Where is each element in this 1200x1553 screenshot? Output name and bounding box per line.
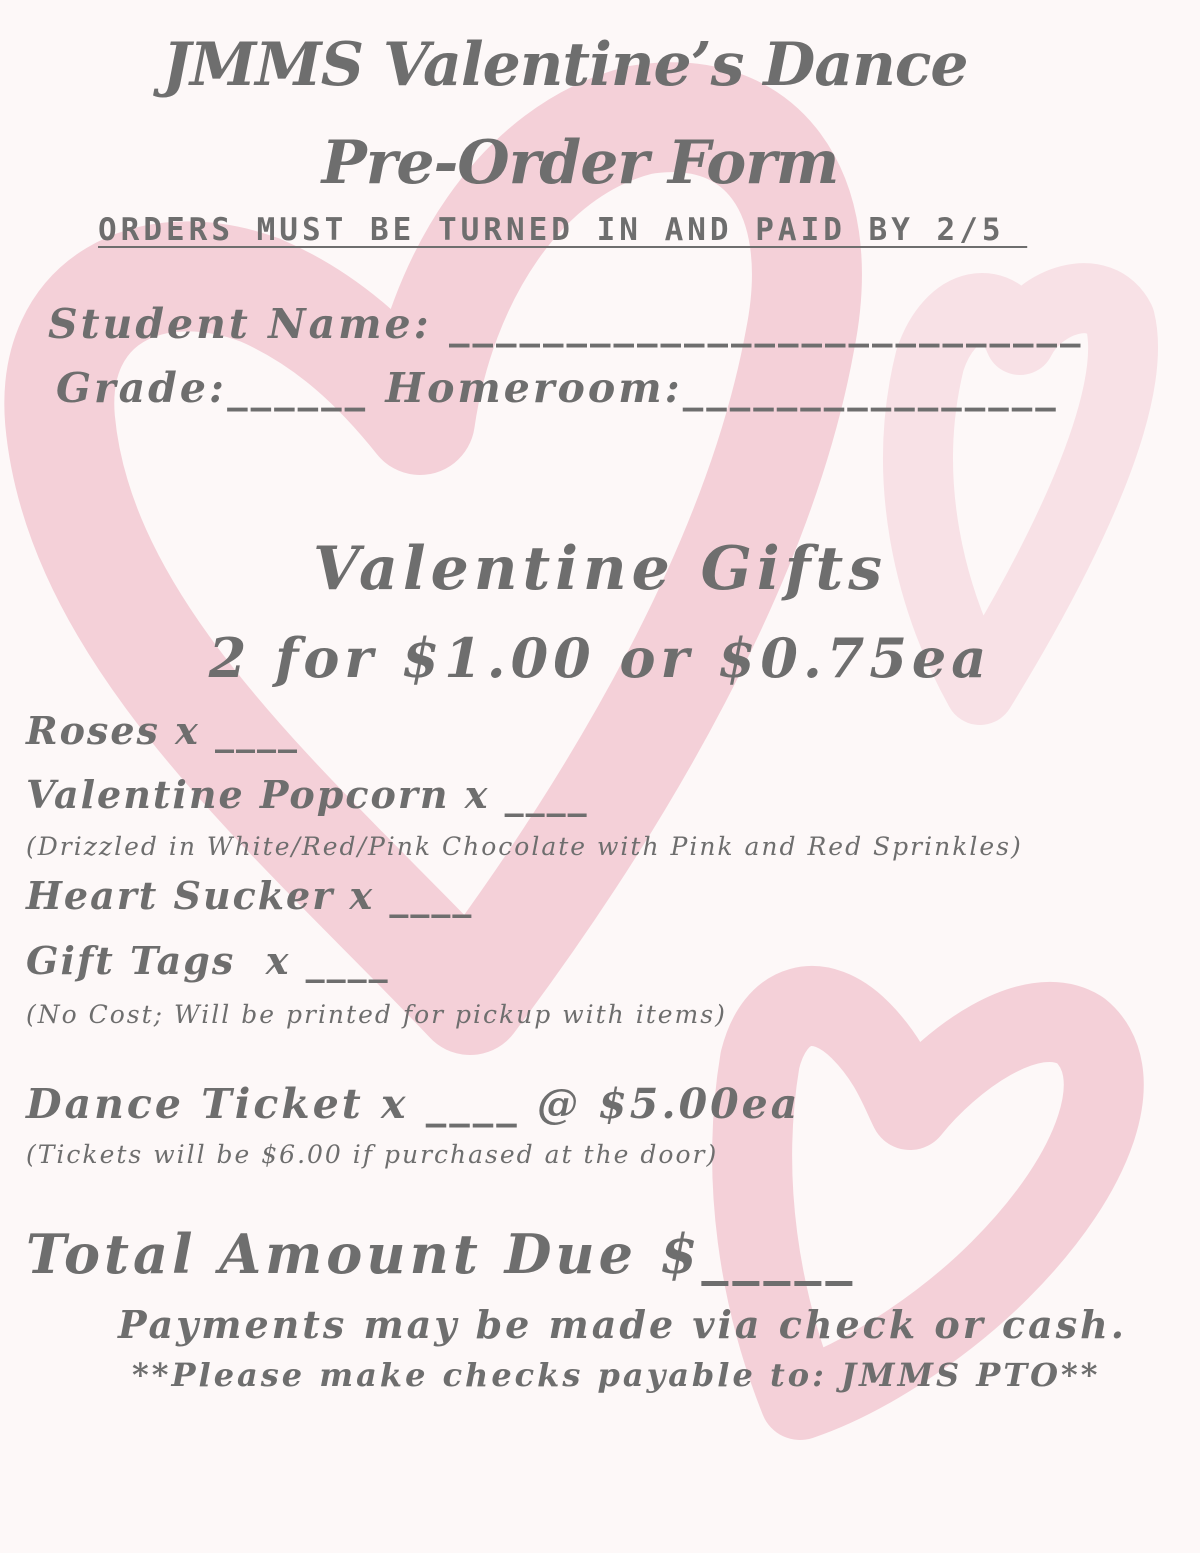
- gifts-price: 2 for $1.00 or $0.75ea: [208, 626, 992, 690]
- payment-line1: Payments may be made via check or cash.: [118, 1302, 1127, 1347]
- student-name-field: Student Name: ___________________________: [48, 300, 1084, 348]
- popcorn-note: (Drizzled in White/Red/Pink Chocolate with Pink and Red Sprinkles): [26, 832, 1023, 861]
- dance-ticket-note: (Tickets will be $6.00 if purchased at the door): [26, 1140, 719, 1169]
- roses-item: Roses x ____: [26, 708, 300, 753]
- payment-line2: **Please make checks payable to: JMMS PTO**: [132, 1356, 1101, 1394]
- page-title-line1: JMMS Valentine’s Dance: [162, 30, 968, 100]
- popcorn-item: Valentine Popcorn x ____: [26, 772, 589, 817]
- gift-tags-item: Gift Tags x ____: [26, 938, 390, 983]
- page-title-line2: Pre-Order Form: [321, 128, 839, 198]
- grade-homeroom-field: Grade:______ Homeroom:________________: [56, 364, 1059, 412]
- heart-sucker-item: Heart Sucker x ____: [26, 873, 474, 918]
- total-amount-due: Total Amount Due $_____: [26, 1222, 857, 1286]
- deadline-notice: ORDERS MUST BE TURNED IN AND PAID BY 2/5: [98, 212, 1028, 248]
- gift-tags-note: (No Cost; Will be printed for pickup with items): [26, 1000, 727, 1029]
- gifts-heading: Valentine Gifts: [312, 534, 888, 604]
- dance-ticket-item: Dance Ticket x ____ @ $5.00ea: [26, 1080, 801, 1128]
